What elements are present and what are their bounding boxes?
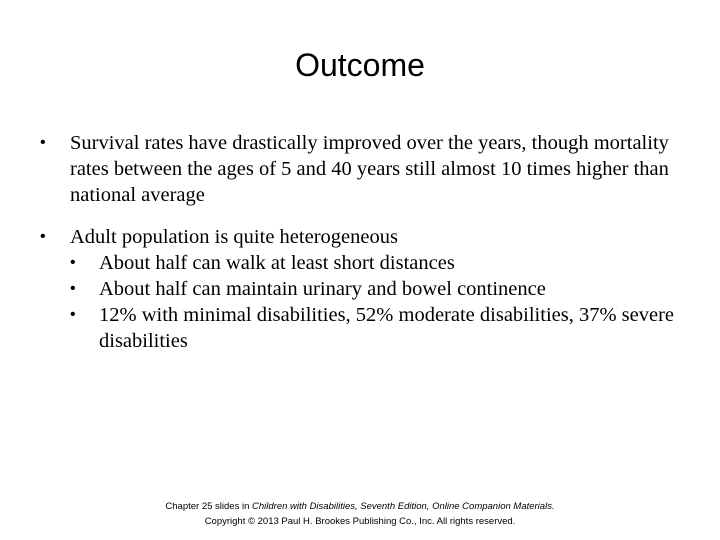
footer-line-1 [0, 499, 720, 514]
sub-bullet-text: 12% with minimal disabilities, 52% moderate disabilities, 37% severe disabilities [99, 304, 675, 352]
slide-title [0, 43, 720, 87]
bullet-item [40, 130, 690, 208]
bullet-list [40, 130, 690, 354]
bullet-text: Adult population is quite heterogeneous [70, 226, 398, 248]
footer-book-title: Children with Disabilities, Seventh Edition, Online Companion Materials. [252, 501, 555, 512]
footer-chapter: Chapter 25 slides in [165, 501, 253, 512]
sub-bullet-item [70, 302, 690, 354]
sub-bullet-item [70, 276, 690, 302]
sub-bullet-glyph: • [70, 306, 76, 323]
sub-bullet-text: About half can walk at least short distances [99, 252, 455, 274]
footer-copyright: Copyright © 2013 Paul H. Brookes Publishing Co., Inc. All rights reserved. [204, 516, 516, 527]
sub-bullet-list [70, 250, 690, 354]
bullet-text: Survival rates have drastically improved over the years, though mortality rates between the ages of 5 and 40 years still almost 10 times higher than national average [70, 132, 669, 206]
footer-credit [0, 499, 720, 529]
sub-bullet-glyph: • [70, 280, 76, 297]
sub-bullet-item [70, 250, 690, 276]
bullet-item [40, 224, 690, 354]
bullet-glyph: • [40, 134, 46, 151]
bullet-body [70, 224, 690, 354]
bullet-glyph: • [40, 228, 46, 245]
sub-bullet-glyph: • [70, 254, 76, 271]
sub-bullet-text: About half can maintain urinary and bowel continence [99, 278, 546, 300]
slide-title-text: Outcome [295, 47, 425, 83]
